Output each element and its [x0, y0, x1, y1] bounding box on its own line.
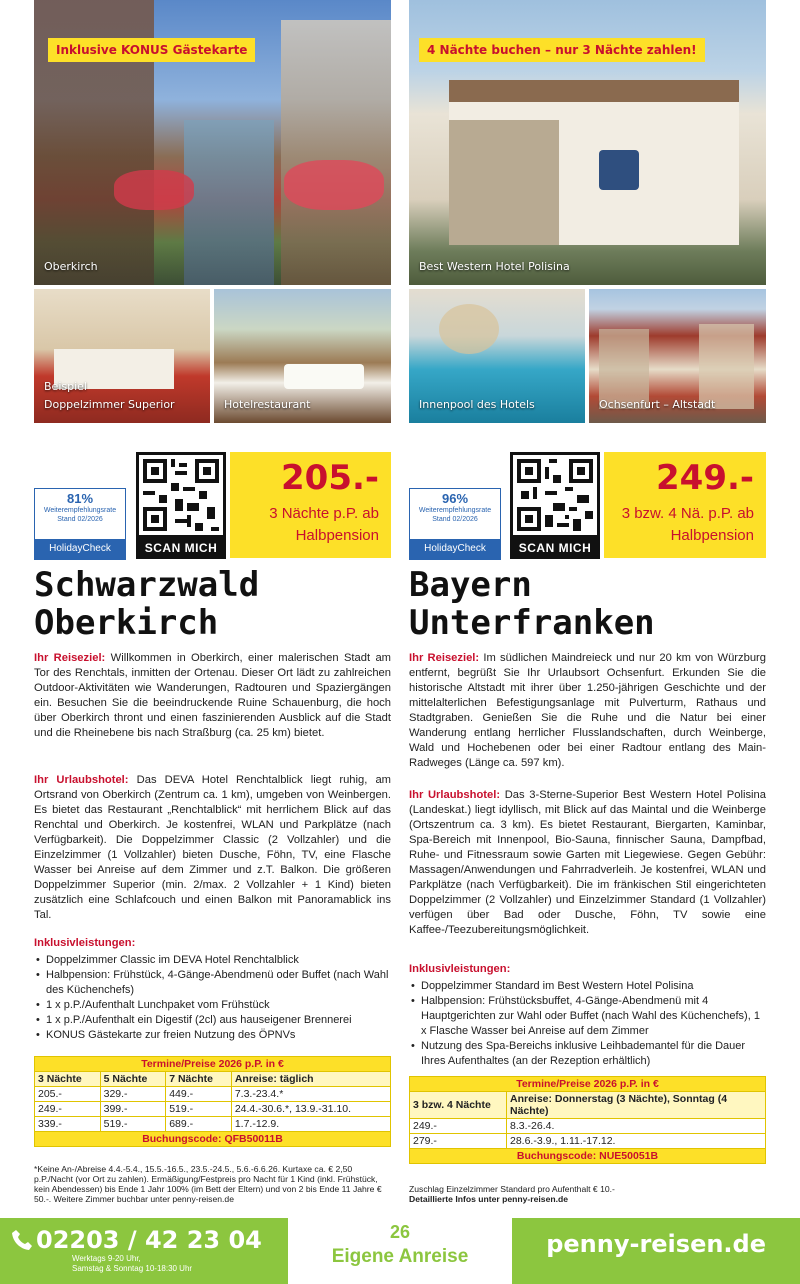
reiseziel-text	[409, 651, 766, 771]
inclusion-item: • KONUS Gästekarte zur freien Nutzung des ÖPNVs	[46, 1028, 391, 1043]
fine-print	[409, 1184, 766, 1204]
reiseziel-label: Ihr Reiseziel:	[34, 652, 106, 664]
hotel-label: Ihr Urlaubshotel:	[409, 789, 501, 801]
hotel-label: Ihr Urlaubshotel:	[34, 774, 129, 786]
inclusion-item: • 1 x p.P./Aufenthalt ein Digestif (2cl) aus hauseigener Brennerei	[46, 1013, 391, 1028]
holidaycheck-brand: HolidayCheck	[410, 539, 500, 559]
qr-code[interactable]	[136, 452, 226, 538]
ochsenfurt-photo	[589, 289, 766, 423]
holidaycheck-percent: 96%	[441, 491, 469, 506]
reiseziel-text	[34, 651, 391, 741]
holidaycheck-line1: Weiterempfehlungsrate	[43, 507, 117, 514]
holidaycheck-line1: Weiterempfehlungsrate	[418, 507, 492, 514]
inclusions-heading: Inklusivleistungen:	[409, 963, 511, 975]
qr-code[interactable]	[510, 452, 600, 538]
phone-icon	[10, 1228, 34, 1252]
table-row	[410, 1119, 766, 1134]
price: 249.-	[656, 458, 754, 498]
inclusion-item: • 1 x p.P./Aufenthalt Lunchpaket vom Frühstück	[46, 998, 391, 1013]
oberkirch-hero-photo	[34, 0, 391, 285]
inclusion-item: • Doppelzimmer Standard im Best Western Hotel Polisina	[421, 979, 766, 994]
room-caption-line1: Beispiel	[44, 380, 87, 393]
inclusion-item: • Halbpension: Frühstück, 4-Gänge-Abendmenü oder Buffet (nach Wahl des Küchenchefs)	[46, 968, 391, 998]
table-cell: 519.-	[100, 1117, 166, 1132]
fine-print-1: Zuschlag Einzelzimmer Standard pro Aufenthalt € 10.-	[409, 1184, 615, 1194]
table-cell: 1.7.-12.9.	[231, 1117, 390, 1132]
hotel-text	[409, 788, 766, 938]
hotel-body: Das DEVA Hotel Renchtalblick liegt ruhig, am Ortsrand von Oberkirch (Zentrum ca. 1 km), umgeben von Weinbergen. Es bietet das Restaurant „Renchtalblick“ mit herrlichem Blick auf das Renchtal und Oberkirch. Je kostenfrei, WLAN und Parkplätze (nach Verfügbarkeit). Die Doppelzimmer Classic (2 Vollzahler) und die Einzelzimmer (1 Vollzahler) bieten Dusche, Föhn, TV, eine Flasche Wasser bei Anreise auf dem Zimmer und z.T. Balkon. Die größeren Doppelzimmer Superior (min. 2/max. 2 Vollzahler + 1 Kind) bieten zusätzlich eine Schlafcouch und einen Balkon mit Panoramablick ins Tal.	[34, 774, 391, 921]
inclusion-item: • Halbpension: Frühstücksbuffet, 4-Gänge-Abendmenü mit 4 Hauptgerichten zur Wahl oder Buffet (nach Wahl des Küchenchefs), 1 x Flasche Wasser bei Anreise auf dem Zimmer	[421, 994, 766, 1039]
price-sub-2: Halbpension	[295, 527, 379, 544]
price-box	[230, 452, 391, 558]
table-cell: 449.-	[166, 1087, 232, 1102]
hotel-body: Das 3-Sterne-Superior Best Western Hotel Polisina (Landeskat.) liegt idyllisch, mit Blick auf das Maintal und die Weinberge (Ortszentrum ca. 3 km). Es bietet Restaurant, Biergarten, Kaminbar, Spa-Bereich mit Innenpool, Bio-Sauna, finnischer Sauna, Dampfbad, Ruhe- und Fitnessraum sowie Garten mit Liegewiese. Gegen Gebühr: Massagen/Anwendungen und Fahrradverleih. Je kostenfrei, WLAN und Parkplätze (nach Verfügbarkeit). Die im fränkischen Stil eingerichteten Doppelzimmer (2 Vollzahler) und Einzelzimmer Standard (1 Vollzahler) verfügen über Bad oder Dusche, Föhn, TV sowie eine Kaffee-/Teezubereitungsmöglichkeit.	[409, 789, 766, 936]
restaurant-photo	[214, 289, 391, 423]
price-sub-2: Halbpension	[670, 527, 754, 544]
price-table	[409, 1076, 766, 1164]
table-cell: 279.-	[410, 1134, 507, 1149]
website-link[interactable]: penny-reisen.de	[546, 1230, 766, 1258]
table-row	[35, 1087, 391, 1102]
section-label: Eigene Anreise	[331, 1246, 469, 1267]
room-caption-line2: Doppelzimmer Superior	[44, 398, 175, 411]
qr-code-icon	[139, 455, 223, 535]
inclusions-heading: Inklusivleistungen:	[34, 937, 136, 949]
table-cell: 249.-	[35, 1102, 101, 1117]
table-header: 5 Nächte	[100, 1072, 166, 1087]
holidaycheck-percent: 81%	[66, 491, 94, 506]
title-line2: Unterfranken	[409, 603, 655, 643]
table-header: 3 bzw. 4 Nächte	[410, 1092, 507, 1119]
holidaycheck-brand: HolidayCheck	[35, 539, 125, 559]
price-table	[34, 1056, 391, 1147]
opening-hours	[72, 1254, 192, 1274]
table-header: 7 Nächte	[166, 1072, 232, 1087]
destination-title	[34, 566, 259, 642]
title-line1: Bayern	[409, 565, 532, 605]
holidaycheck-badge	[34, 488, 126, 560]
table-title: Termine/Preise 2026 p.P. in €	[35, 1057, 391, 1072]
fine-print-2: Detaillierte Infos unter penny-reisen.de	[409, 1194, 569, 1204]
scan-label: SCAN MICH	[510, 537, 600, 559]
inclusion-item: • Doppelzimmer Classic im DEVA Hotel Renchtalblick	[46, 953, 391, 968]
table-cell: 329.-	[100, 1087, 166, 1102]
booking-code: Buchungscode: NUE50051B	[410, 1149, 766, 1164]
ochsenfurt-caption: Ochsenfurt – Altstadt	[599, 398, 716, 411]
title-line1: Schwarzwald	[34, 565, 260, 605]
table-row	[35, 1102, 391, 1117]
pool-caption: Innenpool des Hotels	[419, 398, 535, 411]
destination-title	[409, 566, 655, 642]
fine-print: *Keine An-/Abreise 4.4.-5.4., 15.5.-16.5., 23.5.-24.5., 5.6.-6.6.26. Kurtaxe ca. € 2,50 p.P./Nacht (vor Ort zu zahlen). Ermäßigung/Festpreis pro Nacht für 1 Kind (inkl. Frühstück, kein Abendessen) bis Ende 1 Jahr 100% (im Bett der Eltern) und von 2 bis Ende 11 Jahre € 50.-. Weitere Zimmer buchbar unter penny-reisen.de	[34, 1164, 382, 1204]
table-header: Anreise: Donnerstag (3 Nächte), Sonntag (4 Nächte)	[507, 1092, 766, 1119]
reiseziel-body: Im südlichen Maindreieck und nur 20 km von Würzburg entfernt, begrüßt Sie Ihr Urlaubsort Ochsenfurt. Erkunden Sie die historische Altstadt mit ihrer über 1.250-jährigen Geschichte und der mittelalterlichen Befestigungsanlage mit Pulverturm, Rathaus und Stadtgraben. Genießen Sie die Ruhe und die Natur bei einer Wanderung entlang herrlicher Flusslandschaften, durch Weinberge, Wald und Hochebenen oder bei einer Radtour entlang des Main-Radweges (Länge ca. 597 km).	[409, 652, 767, 769]
hotel-text	[34, 773, 391, 923]
hero-badge: Inklusive KONUS Gästekarte	[48, 38, 255, 62]
footer-center	[288, 1218, 512, 1284]
table-cell: 339.-	[35, 1117, 101, 1132]
table-cell: 519.-	[166, 1102, 232, 1117]
table-cell: 24.4.-30.6.*, 13.9.-31.10.	[231, 1102, 390, 1117]
table-cell: 7.3.-23.4.*	[231, 1087, 390, 1102]
room-photo	[34, 289, 210, 423]
scan-label: SCAN MICH	[136, 537, 226, 559]
hours-line1: Werktags 9-20 Uhr,	[72, 1254, 141, 1263]
table-cell: 28.6.-3.9., 1.11.-17.12.	[507, 1134, 766, 1149]
inclusion-item: • Nutzung des Spa-Bereichs inklusive Leihbademantel für die Dauer Ihres Aufenthaltes (an der Rezeption erhältlich)	[421, 1039, 766, 1069]
holidaycheck-line2: Stand 02/2026	[57, 516, 103, 523]
holidaycheck-line2: Stand 02/2026	[432, 516, 478, 523]
restaurant-caption: Hotelrestaurant	[224, 398, 311, 411]
hero-badge: 4 Nächte buchen – nur 3 Nächte zahlen!	[419, 38, 705, 62]
page-number: 26	[389, 1222, 411, 1242]
inclusions-list	[34, 953, 391, 1043]
polisina-hero-photo	[409, 0, 766, 285]
qr-code-icon	[513, 455, 597, 535]
pool-photo	[409, 289, 585, 423]
title-line2: Oberkirch	[34, 603, 219, 643]
hours-line2: Samstag & Sonntag 10-18:30 Uhr	[72, 1264, 193, 1273]
table-row	[410, 1134, 766, 1149]
table-header: 3 Nächte	[35, 1072, 101, 1087]
table-cell: 689.-	[166, 1117, 232, 1132]
price-box	[604, 452, 766, 558]
table-title: Termine/Preise 2026 p.P. in €	[410, 1077, 766, 1092]
price: 205.-	[281, 458, 379, 498]
hero-caption: Oberkirch	[44, 260, 98, 273]
booking-code: Buchungscode: QFB50011B	[35, 1132, 391, 1147]
footer	[0, 1218, 800, 1284]
inclusions-list	[409, 979, 766, 1069]
table-header: Anreise: täglich	[231, 1072, 390, 1087]
price-sub-1: 3 Nächte p.P. ab	[269, 505, 379, 522]
table-row	[35, 1117, 391, 1132]
holidaycheck-badge	[409, 488, 501, 560]
reiseziel-body: Willkommen in Oberkirch, einer malerischen Stadt am Tor des Renchtals, inmitten der Ortenau. Dieser Ort lädt zu zahlreichen Outdoor-Aktivitäten wie Wanderungen, Radtouren und Spaziergängen ein. Besuchen Sie die beeindruckende Ruine Schauenburg, die hoch über Oberkirch thront und einen faszinierenden Ausblick auf die Stadt und die Rheinebene bis nach Straßburg (ca. 25 km) bietet.	[34, 652, 392, 739]
table-cell: 249.-	[410, 1119, 507, 1134]
phone-number[interactable]: 02203 / 42 23 04	[36, 1226, 262, 1254]
reiseziel-label: Ihr Reiseziel:	[409, 652, 480, 664]
hero-caption: Best Western Hotel Polisina	[419, 260, 570, 273]
table-cell: 8.3.-26.4.	[507, 1119, 766, 1134]
table-cell: 205.-	[35, 1087, 101, 1102]
price-sub-1: 3 bzw. 4 Nä. p.P. ab	[621, 505, 754, 522]
table-cell: 399.-	[100, 1102, 166, 1117]
